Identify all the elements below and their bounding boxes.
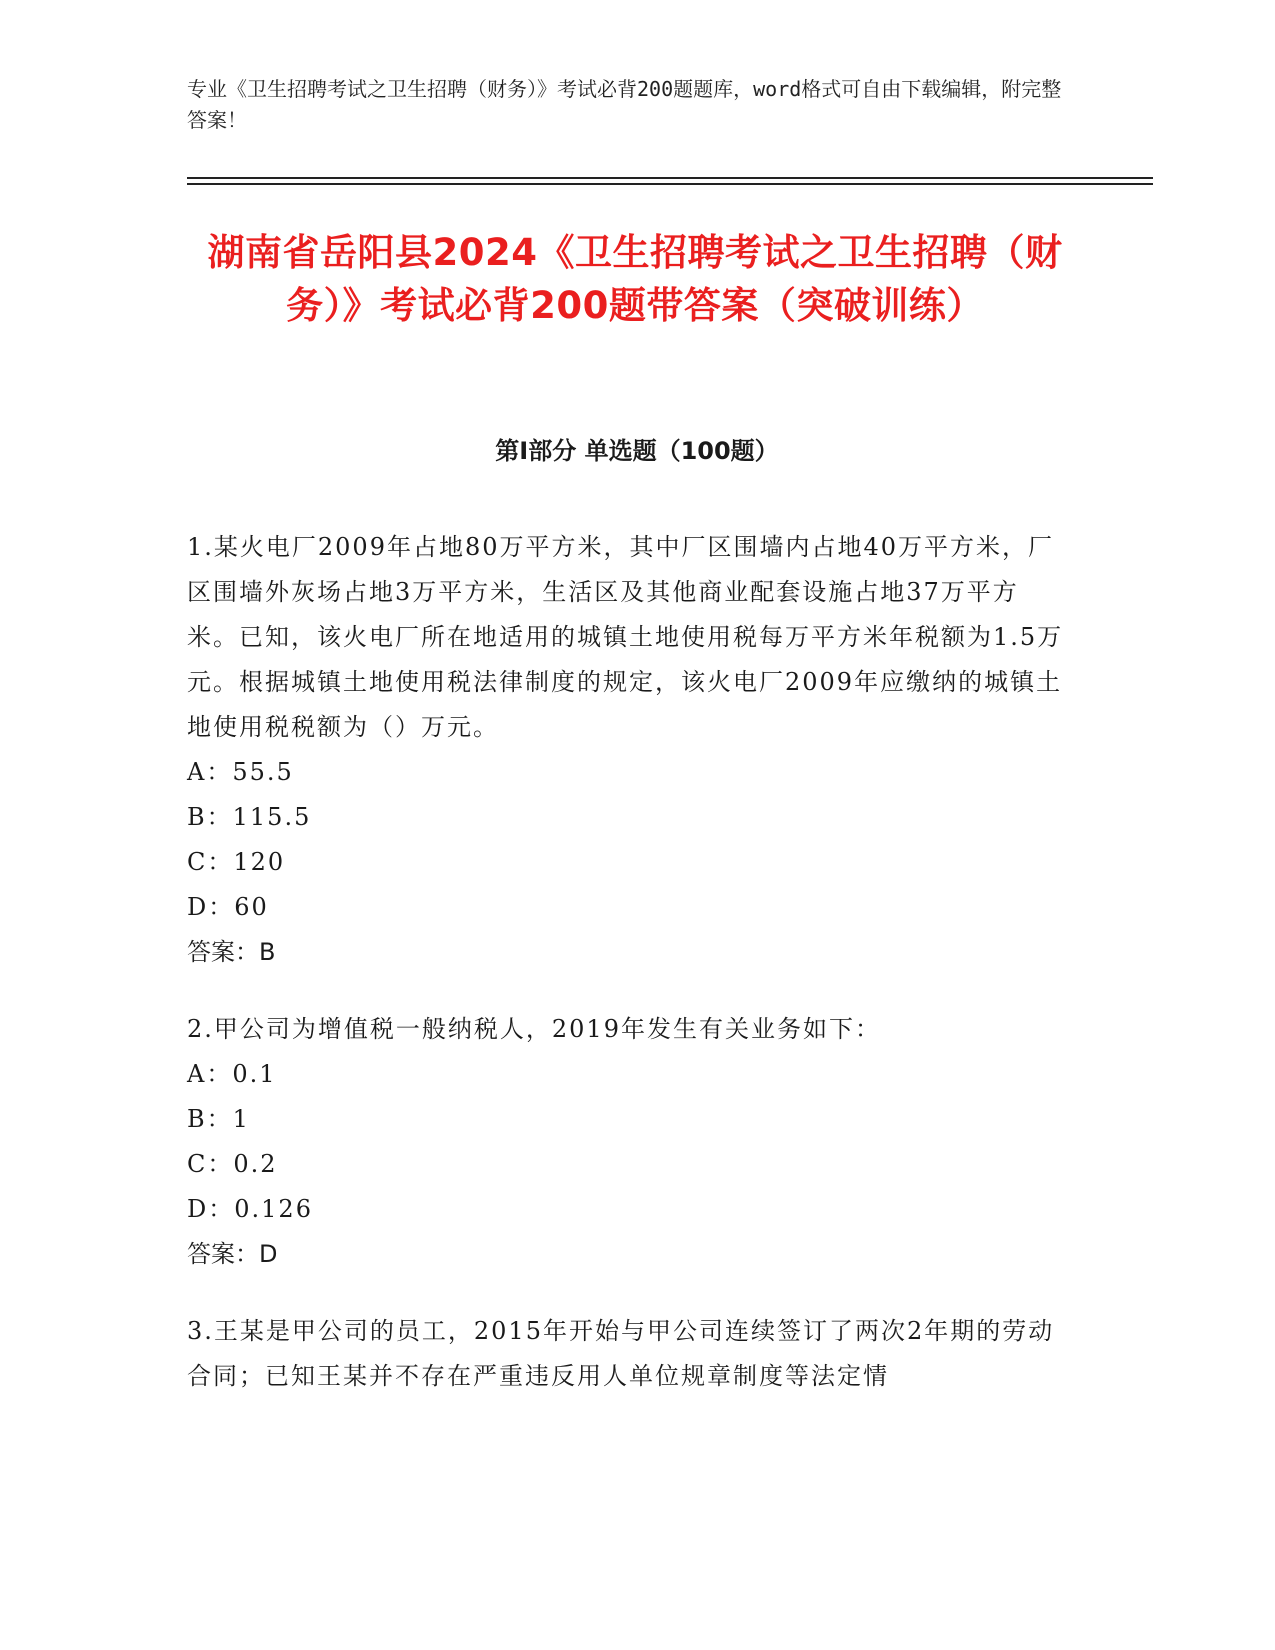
answer: 答案：B [187,938,276,966]
option-label: C： [187,848,234,876]
header-divider-top [187,177,1153,179]
option-text: 60 [234,893,269,921]
option-label: A： [187,1060,233,1088]
option-text: 0.126 [234,1195,313,1223]
option-text: 55.5 [232,758,294,786]
option-text: 120 [233,848,286,876]
answer: 答案：D [187,1240,278,1268]
question-stem: 2.甲公司为增值税一般纳税人，2019年发生有关业务如下： [187,1015,881,1043]
option-label: C： [187,1150,234,1178]
question-list [187,525,1067,1431]
option-c [187,1142,1067,1187]
option-a [187,750,1067,795]
header-note: 专业《卫生招聘考试之卫生招聘（财务）》考试必背200题题库，word格式可自由下载编辑，附完整答案！ [187,77,1062,132]
question-stem: 3.王某是甲公司的员工，2015年开始与甲公司连续签订了两次2年期的劳动合同；已知王某并不存在严重违反用人单位规章制度等法定情 [187,1317,1055,1390]
option-d [187,885,1067,930]
question-2 [187,1007,1067,1277]
option-c [187,840,1067,885]
option-label: B： [187,803,233,831]
option-text: 0.2 [233,1150,278,1178]
option-text: 0.1 [232,1060,277,1088]
question-3 [187,1309,1067,1399]
option-b [187,795,1067,840]
document-title: 湖南省岳阳县2024《卫生招聘考试之卫生招聘（财务）》考试必背200题带答案（突破训练） [207,231,1063,327]
option-b [187,1097,1067,1142]
section-title: 第I部分 单选题（100题） [495,437,779,465]
option-text: 115.5 [232,803,312,831]
header-divider-bottom [187,183,1153,185]
option-label: D： [187,893,235,921]
option-a [187,1052,1067,1097]
question-stem: 1.某火电厂2009年占地80万平方米，其中厂区围墙内占地40万平方米，厂区围墙外灰场占地3万平方米，生活区及其他商业配套设施占地37万平方米。已知，该火电厂所在地适用的城镇土地使用税每万平方米年税额为1.5万元。根据城镇土地使用税法律制度的规定，该火电厂2009年应缴纳的城镇土地使用税税额为（）万元。 [187,533,1064,741]
option-d [187,1187,1067,1232]
option-label: B： [187,1105,233,1133]
option-label: A： [187,758,233,786]
option-text: 1 [232,1105,250,1133]
option-label: D： [187,1195,235,1223]
question-1 [187,525,1067,975]
